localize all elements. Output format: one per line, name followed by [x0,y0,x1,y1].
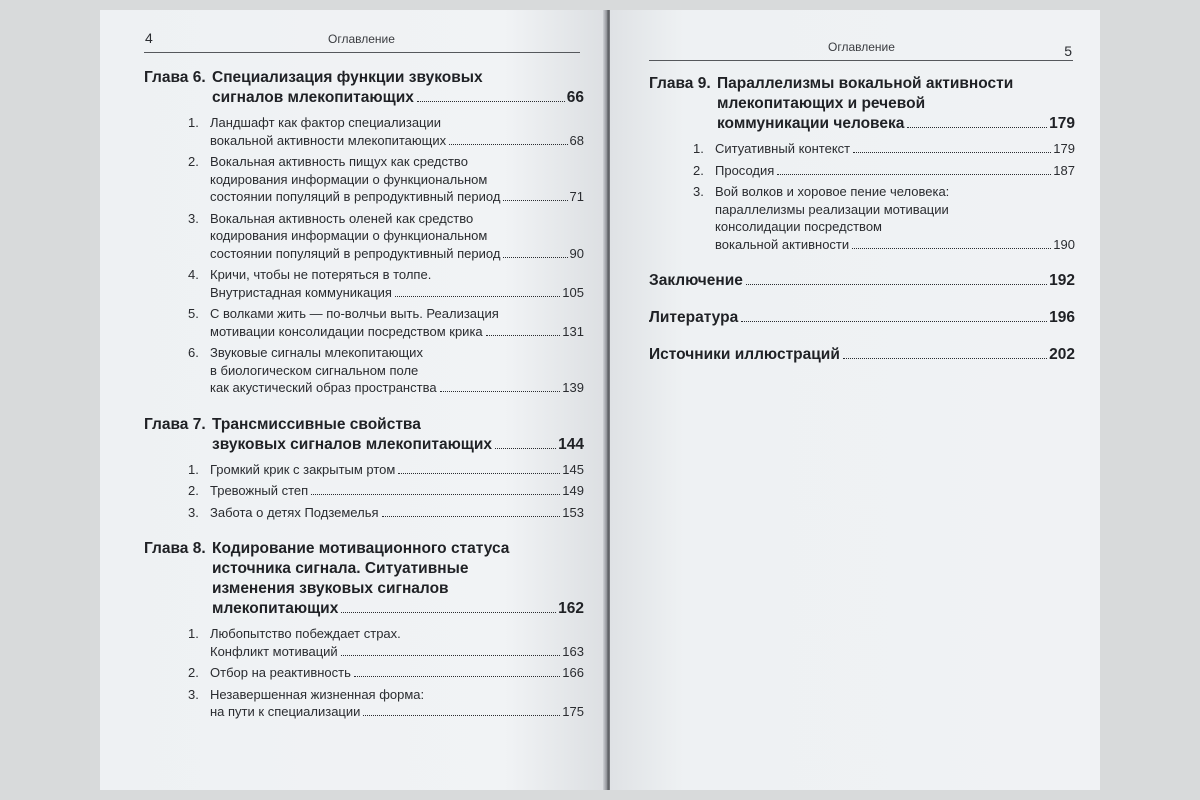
back-matter-page: 192 [1049,272,1075,289]
chapter-page: 144 [558,435,584,453]
dot-leader [853,152,1051,153]
dot-leader [395,296,560,297]
section-line: как акустический образ пространства [210,380,437,395]
chapter-title-line: сигналов млекопитающих [212,89,414,106]
section-page: 71 [569,189,584,204]
chapter-label: Глава 6. [144,69,206,86]
section-number: 4. [188,267,199,282]
section-line: С волками жить — по-волчьи выть. Реализация [210,306,499,321]
chapter-title-line: коммуникации человека [717,115,905,132]
section-number: 2. [188,483,199,498]
section-page: 68 [569,132,584,148]
section-page: 90 [569,245,584,261]
dot-leader [495,448,556,449]
dot-leader [503,200,567,201]
section-line: состоянии популяций в репродуктивный период [210,245,501,261]
dot-leader [486,335,561,336]
chapter-label: Глава 7. [144,415,206,433]
dot-leader [341,655,561,656]
section-entry[interactable] [144,266,584,301]
chapter-title-line: источника сигнала. Ситуативные [212,560,469,577]
section-line: вокальной активности [715,236,850,252]
section-number: 6. [188,345,199,360]
section-line: Вокальная активность оленей как средство [210,210,474,226]
chapter-heading[interactable] [144,415,584,455]
back-matter-page: 196 [1049,309,1075,326]
chapter-6 [144,68,584,397]
back-matter-title: Литература [649,309,739,326]
chapter-heading[interactable] [144,539,584,619]
chapter-heading[interactable] [144,68,584,108]
section-line: консолидации посредством [715,219,882,234]
chapter-title-line: млекопитающих и речевой [717,95,926,112]
dot-leader [440,391,561,392]
section-entry[interactable] [144,625,584,660]
section-page: 139 [562,380,584,395]
back-matter-conclusion[interactable] [649,271,1075,291]
back-matter-literature[interactable] [649,308,1075,328]
chapter-title-line: Параллелизмы вокальной активности [717,75,1014,92]
section-entry[interactable] [144,153,584,206]
back-matter-page: 202 [1049,346,1075,363]
dot-leader [843,358,1047,359]
header-rule [144,52,580,53]
section-number: 1. [188,115,199,130]
section-line: в биологическом сигнальном поле [210,362,419,378]
section-line: Отбор на реактивность [210,665,351,680]
chapter-label: Глава 8. [144,540,206,557]
section-entry[interactable] [649,162,1075,180]
chapter-8 [144,539,584,721]
section-number: 2. [188,154,199,169]
section-line: Забота о детях Подземелья [210,504,379,520]
section-entry[interactable] [144,504,584,522]
dot-leader [382,516,561,517]
section-entry[interactable] [144,305,584,340]
running-head: Оглавление [828,40,895,54]
section-line: мотивации консолидации посредством крика [210,323,483,339]
section-number: 2. [188,665,199,680]
section-page: 145 [562,461,584,477]
table-of-contents [144,68,584,739]
section-line: Вой волков и хоровое пение человека: [715,184,950,199]
section-entry[interactable] [144,344,584,397]
chapter-label: Глава 9. [649,75,711,92]
chapter-title-line: Кодирование мотивационного статуса [212,540,510,557]
chapter-heading[interactable] [649,74,1075,134]
section-number: 1. [693,141,704,156]
section-line: Тревожный степ [210,483,309,498]
left-page [100,10,606,790]
chapter-page: 66 [566,89,584,106]
dot-leader [449,144,567,145]
back-matter-title: Источники иллюстраций [649,346,840,363]
dot-leader [363,715,560,716]
section-line: Ландшафт как фактор специализации [210,115,442,130]
chapter-title-line: Специализация функции звуковых [212,69,483,86]
right-page [610,10,1100,790]
dot-leader [907,127,1047,128]
section-number: 1. [188,626,199,641]
chapter-page: 162 [558,600,584,617]
dot-leader [741,321,1047,322]
chapter-title-line: Трансмиссивные свойства [212,415,421,433]
section-entry[interactable] [144,114,584,149]
running-head: Оглавление [328,32,395,46]
section-line: Незавершенная жизненная форма: [210,686,425,702]
section-entry[interactable] [649,140,1075,158]
back-matter-title: Заключение [649,272,743,289]
section-page: 166 [562,665,584,680]
chapter-title-line: звуковых сигналов млекопитающих [212,435,493,453]
dot-leader [398,473,560,474]
section-page: 175 [562,704,584,719]
dot-leader [341,612,556,613]
section-entry[interactable] [144,686,584,721]
dot-leader [746,284,1047,285]
section-page: 105 [562,284,584,300]
section-page: 163 [562,643,584,659]
back-matter-illustration-sources[interactable] [649,345,1075,365]
chapter-9 [649,74,1075,253]
section-number: 2. [693,162,704,178]
section-line: кодирования информации о функциональном [210,228,488,243]
section-number: 1. [188,461,199,477]
section-line: Любопытство побеждает страх. [210,626,401,641]
header-rule [649,60,1073,61]
section-number: 3. [188,210,199,226]
chapter-title-line: млекопитающих [212,600,339,617]
dot-leader [852,248,1051,249]
section-line: на пути к специализации [210,704,361,719]
section-line: Кричи, чтобы не потеряться в толпе. [210,267,432,282]
section-entry[interactable] [144,664,584,682]
page-number: 5 [1064,43,1072,59]
table-of-contents [649,74,1075,382]
section-line: Просодия [715,162,775,178]
section-page: 187 [1053,162,1075,178]
book-spread [100,10,1100,790]
section-line: вокальной активности млекопитающих [210,132,447,148]
section-entry[interactable] [144,482,584,500]
section-line: Внутристадная коммуникация [210,284,392,300]
section-line: Конфликт мотиваций [210,643,338,659]
section-line: кодирования информации о функциональном [210,171,488,187]
chapter-page: 179 [1049,115,1075,132]
dot-leader [354,676,560,677]
section-entry[interactable] [144,461,584,479]
section-number: 3. [188,504,199,520]
section-page: 153 [562,504,584,520]
page-number: 4 [145,30,153,46]
section-line: Громкий крик с закрытым ртом [210,461,396,477]
section-line: Вокальная активность пищух как средство [210,154,468,169]
section-line: состоянии популяций в репродуктивный период [210,189,501,204]
section-entry[interactable] [144,210,584,263]
section-page: 131 [562,323,584,339]
section-number: 3. [693,184,704,199]
section-line: Звуковые сигналы млекопитающих [210,345,423,360]
section-page: 179 [1053,141,1075,156]
section-page: 149 [562,483,584,498]
section-line: параллелизмы реализации мотивации [715,201,949,217]
chapter-title-line: изменения звуковых сигналов [212,580,449,597]
section-line: Ситуативный контекст [715,141,851,156]
section-number: 3. [188,686,199,702]
chapter-7 [144,415,584,522]
dot-leader [417,101,565,102]
section-number: 5. [188,306,199,321]
dot-leader [777,174,1051,175]
dot-leader [503,257,567,258]
section-entry[interactable] [649,183,1075,253]
section-page: 190 [1053,236,1075,252]
dot-leader [311,494,560,495]
